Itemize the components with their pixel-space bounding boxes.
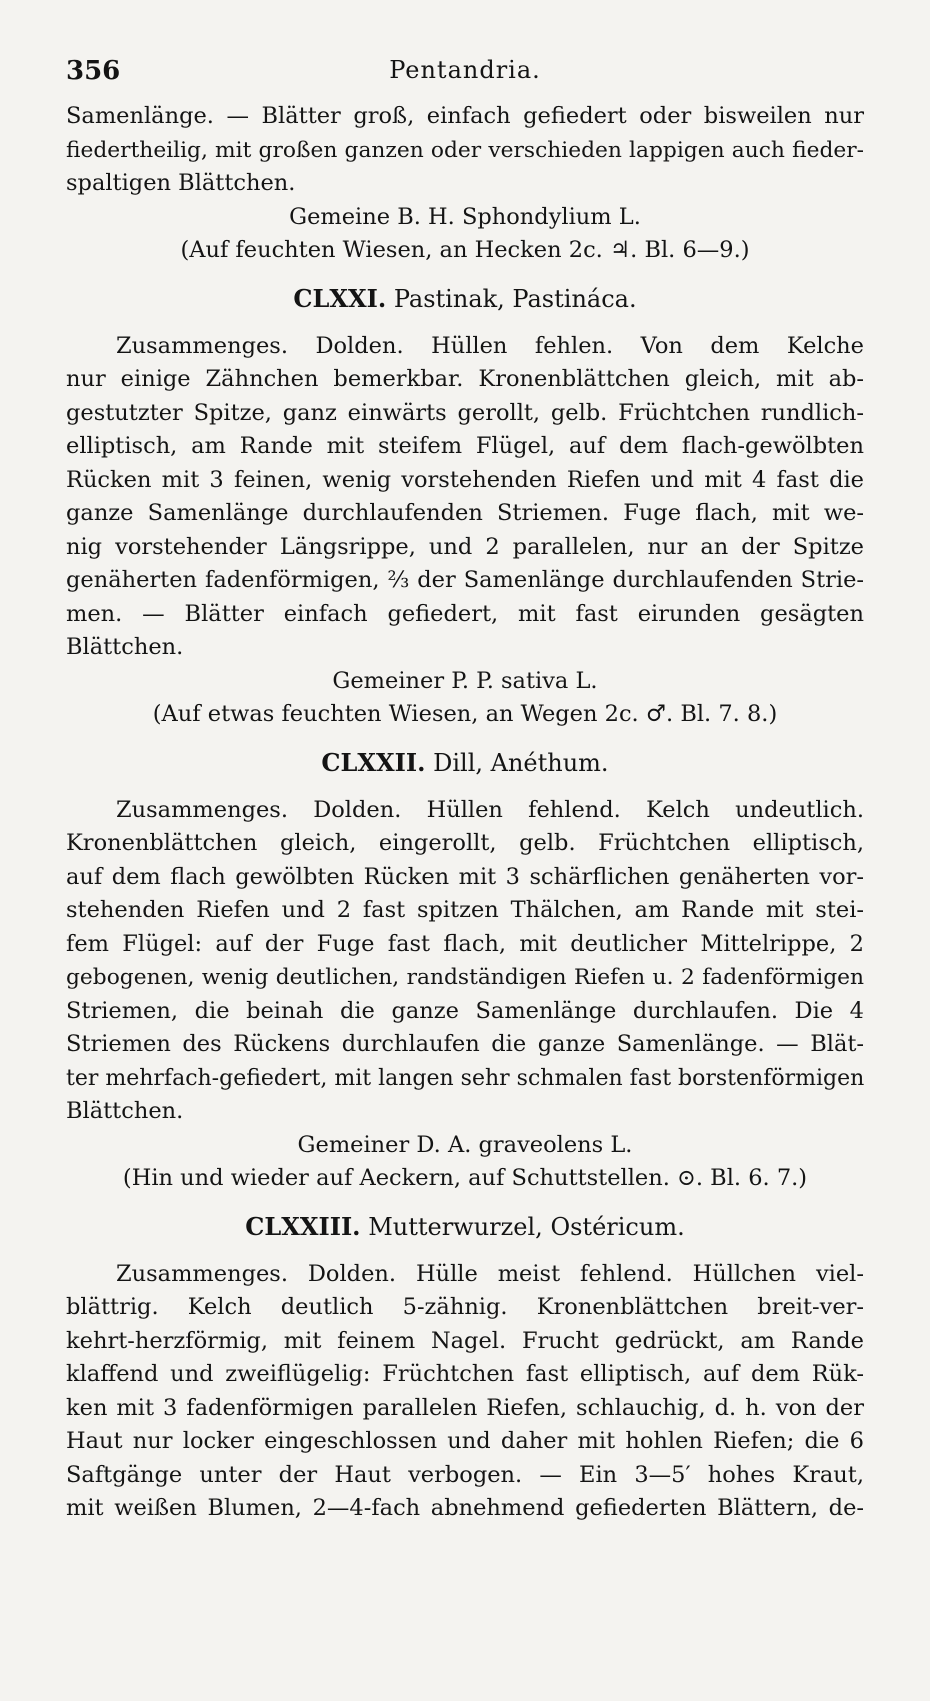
text-line: ken mit 3 fadenförmigen parallelen Riefen, schlauchig, d. h. von der: [66, 1394, 864, 1421]
text-line: gebogenen, wenig deutlichen, randständigen Riefen u. 2 fadenförmigen: [66, 965, 864, 990]
text-line: nig vorstehender Längsrippe, und 2 parallelen, nur an der Spitze: [66, 533, 864, 560]
text-line: fem Flügel: auf der Fuge fast flach, mit deutlicher Mittelrippe, 2: [66, 930, 864, 957]
text-line: spaltigen Blättchen.: [66, 170, 296, 196]
text-line: stehenden Riefen und 2 fast spitzen Thälchen, am Rande mit stei-: [66, 897, 864, 923]
text-line: Samenlänge. — Blätter groß, einfach gefiedert oder bisweilen nur: [66, 103, 864, 129]
continuation-paragraph: [66, 100, 864, 201]
text-line: ganze Samenlänge durchlaufenden Striemen. Fuge flach, mit we-: [66, 500, 864, 526]
text-line: ter mehrfach-gefiedert, mit langen sehr schmalen fast borstenförmigen: [66, 1065, 865, 1091]
species-name: Gemeiner D. A. graveolens L.: [297, 1131, 633, 1158]
text-line: fiedertheilig, mit großen ganzen oder verschieden lappigen auch fieder-: [66, 137, 864, 163]
text-line: Blättchen.: [66, 1098, 184, 1124]
text-line: Rücken mit 3 feinen, wenig vorstehenden Riefen und mit 4 fast die: [66, 466, 864, 493]
genus-description: [66, 794, 864, 1129]
text-line: Saftgänge unter der Haut verbogen. — Ein 3—5′ hohes Kraut,: [66, 1461, 864, 1488]
genus-number: CLXXI.: [293, 283, 387, 313]
species-habitat: (Auf feuchten Wiesen, an Hecken 2c. ♃. Bl. 6—9.): [180, 237, 750, 263]
text-line: Striemen, die beinah die ganze Samenlänge durchlaufen. Die 4: [66, 997, 864, 1024]
text-line: mit weißen Blumen, 2—4-fach abnehmend gefiederten Blättern, de-: [66, 1495, 864, 1521]
genus-heading: [66, 282, 864, 316]
text-line: auf dem flach gewölbten Rücken mit 3 schärflichen genäherten vor-: [66, 863, 864, 890]
text-line: men. — Blätter einfach gefiedert, mit fast eirunden gesägten: [66, 600, 864, 627]
genus-description: [66, 330, 864, 665]
text-line: elliptisch, am Rande mit steifem Flügel, auf dem flach-gewölbten: [66, 433, 864, 459]
text-line: gestutzter Spitze, ganz einwärts gerollt, gelb. Früchtchen rundlich-: [66, 399, 864, 426]
page-number: 356: [66, 56, 121, 86]
species-habitat: (Hin und wieder auf Aeckern, auf Schuttstellen. ⊙. Bl. 6. 7.): [122, 1165, 808, 1191]
genus-name: Dill, Anéthum.: [433, 748, 609, 777]
species-name: Gemeiner P. P. sativa L.: [332, 667, 598, 694]
species-name: Gemeine B. H. Sphondylium L.: [289, 203, 641, 230]
text-line: blättrig. Kelch deutlich 5-zähnig. Kronenblättchen breit-ver-: [66, 1294, 864, 1320]
genus-name: Pastinak, Pastináca.: [393, 284, 637, 313]
genus-number: CLXXII.: [321, 747, 426, 777]
running-title: Pentandria.: [389, 56, 541, 84]
text-line: Zusammenges. Dolden. Hüllen fehlen. Von dem Kelche: [116, 332, 864, 359]
text-line: Haut nur locker eingeschlossen und daher mit hohlen Riefen; die 6: [66, 1428, 864, 1454]
text-line: Kronenblättchen gleich, eingerollt, gelb. Früchtchen elliptisch,: [66, 830, 864, 856]
running-head: [66, 48, 864, 100]
text-line: genäherten fadenförmigen, ⅔ der Samenlänge durchlaufenden Strie-: [66, 567, 864, 593]
text-line: klaffend und zweiflügelig: Früchtchen fast elliptisch, auf dem Rük-: [66, 1361, 864, 1387]
text-line: nur einige Zähnchen bemerkbar. Kronenblättchen gleich, mit ab-: [66, 366, 864, 392]
genus-heading: [66, 746, 864, 780]
genus-heading: [66, 1210, 864, 1244]
text-line: kehrt-herzförmig, mit feinem Nagel. Frucht gedrückt, am Rande: [66, 1327, 864, 1354]
text-line: Blättchen.: [66, 634, 184, 660]
text-line: Zusammenges. Dolden. Hüllen fehlend. Kelch undeutlich.: [116, 796, 864, 823]
species-habitat: (Auf etwas feuchten Wiesen, an Wegen 2c. ♂. Bl. 7. 8.): [152, 701, 778, 727]
genus-name: Mutterwurzel, Ostéricum.: [368, 1212, 685, 1241]
text-line: Striemen des Rückens durchlaufen die ganze Samenlänge. — Blät-: [66, 1031, 864, 1057]
text-line: Zusammenges. Dolden. Hülle meist fehlend. Hüllchen viel-: [116, 1260, 864, 1287]
genus-description: [66, 1258, 864, 1526]
genus-number: CLXXIII.: [245, 1211, 361, 1241]
